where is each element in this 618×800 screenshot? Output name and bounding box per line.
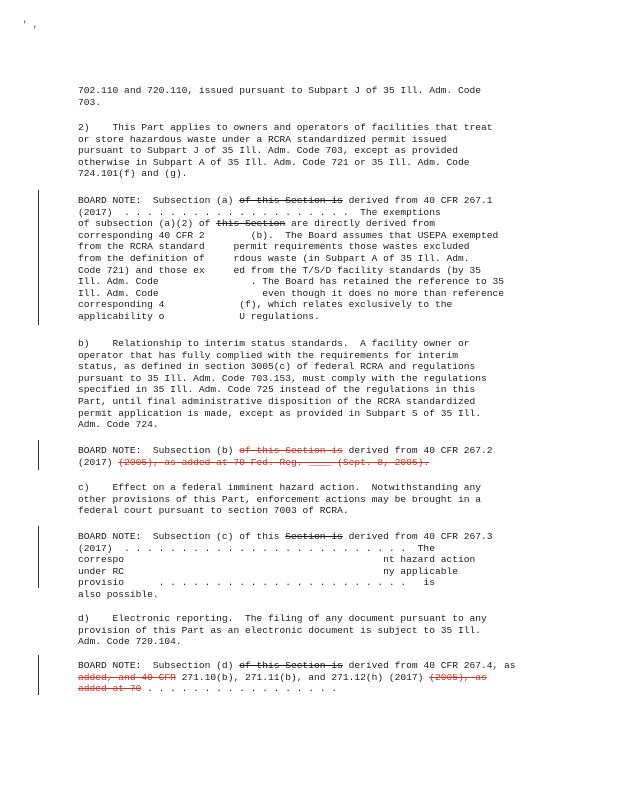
- scan-mark: ' ,: [22, 20, 39, 30]
- board-note-a: BOARD NOTE: Subsection (a) of this Section is derived from 40 CFR 267.1 (2017) . . . . . . . . . . . . . . . . . . . . The exemptions of subsection (a)(2) of this Section are directly derived from corresponding 40 CFR 2 (b). The Board assumes that USEPA exempted from the RCRA standard permit requirements those wastes excluded from the definition of rdous waste (in Subpart A of 35 Ill. Adm. Code 721) and those ex ed from the T/S/D facility standards (by 35 Ill. Adm. Code . The Board has retained the reference to 35 Ill. Adm. Code even though it does no more than reference corresponding 4 (f), which relates exclusively to the applicability o U regulations.: [78, 195, 505, 322]
- change-bar: [38, 526, 39, 588]
- paragraph-d: d) Electronic reporting. The filing of any document pursuant to any provision of this Part as an electronic document is subject to 35 Ill. Adm. Code 720.104.: [78, 613, 487, 648]
- change-bar: [38, 655, 39, 695]
- paragraph-b: b) Relationship to interim status standards. A facility owner or operator that has fully complied with the requirements for interim status, as defined in section 3005(c) of federal RCRA and regulations pursuant to 35 Ill. Adm. Code 703.153, must comply with the regulations specified in 35 Ill. Adm. Code 725 instead of the regulations in this Part, until final administrative disposition of the RCRA standardized permit application is made, except as provided in Subpart S of 35 Ill. Adm. Code 724.: [78, 338, 487, 431]
- paragraph-c: c) Effect on a federal imminent hazard action. Notwithstanding any other provisions of this Part, enforcement actions may be brought in a federal court pursuant to section 7003 of RCRA.: [78, 482, 482, 517]
- change-bar: [38, 190, 39, 325]
- intro-text: 702.110 and 720.110, issued pursuant to Subpart J of 35 Ill. Adm. Code 703.: [78, 85, 482, 108]
- board-note-b: BOARD NOTE: Subsection (b) of this Section is derived from 40 CFR 267.2 (2017) (2005), as added at 70 Fed. Reg. ____ (Sept. 8, 2005).: [78, 445, 493, 468]
- board-note-d: BOARD NOTE: Subsection (d) of this Section is derived from 40 CFR 267.4, as added, and 40 CFR 271.10(b), 271.11(b), and 271.12(h) (2017) (2005), as added at 70 . . . . . . . . . . . . . . . . .: [78, 660, 516, 695]
- change-bar: [38, 440, 39, 470]
- paragraph-2: 2) This Part applies to owners and operators of facilities that treat or store hazardous waste under a RCRA standardized permit issued pursuant to Subpart J of 35 Ill. Adm. Code 703, except as provided otherwise in Subpart A of 35 Ill. Adm. Code 721 or 35 Ill. Adm. Code 724.101(f) and (g).: [78, 122, 493, 180]
- board-note-c: BOARD NOTE: Subsection (c) of this Section is derived from 40 CFR 267.3 (2017) . . . . . . . . . . . . . . . . . . . . . . . . . The correspo nt hazard action under RC ny applicable provisio . . . . . . . . . . . . . . . . . . . . . . is also possible.: [78, 531, 493, 600]
